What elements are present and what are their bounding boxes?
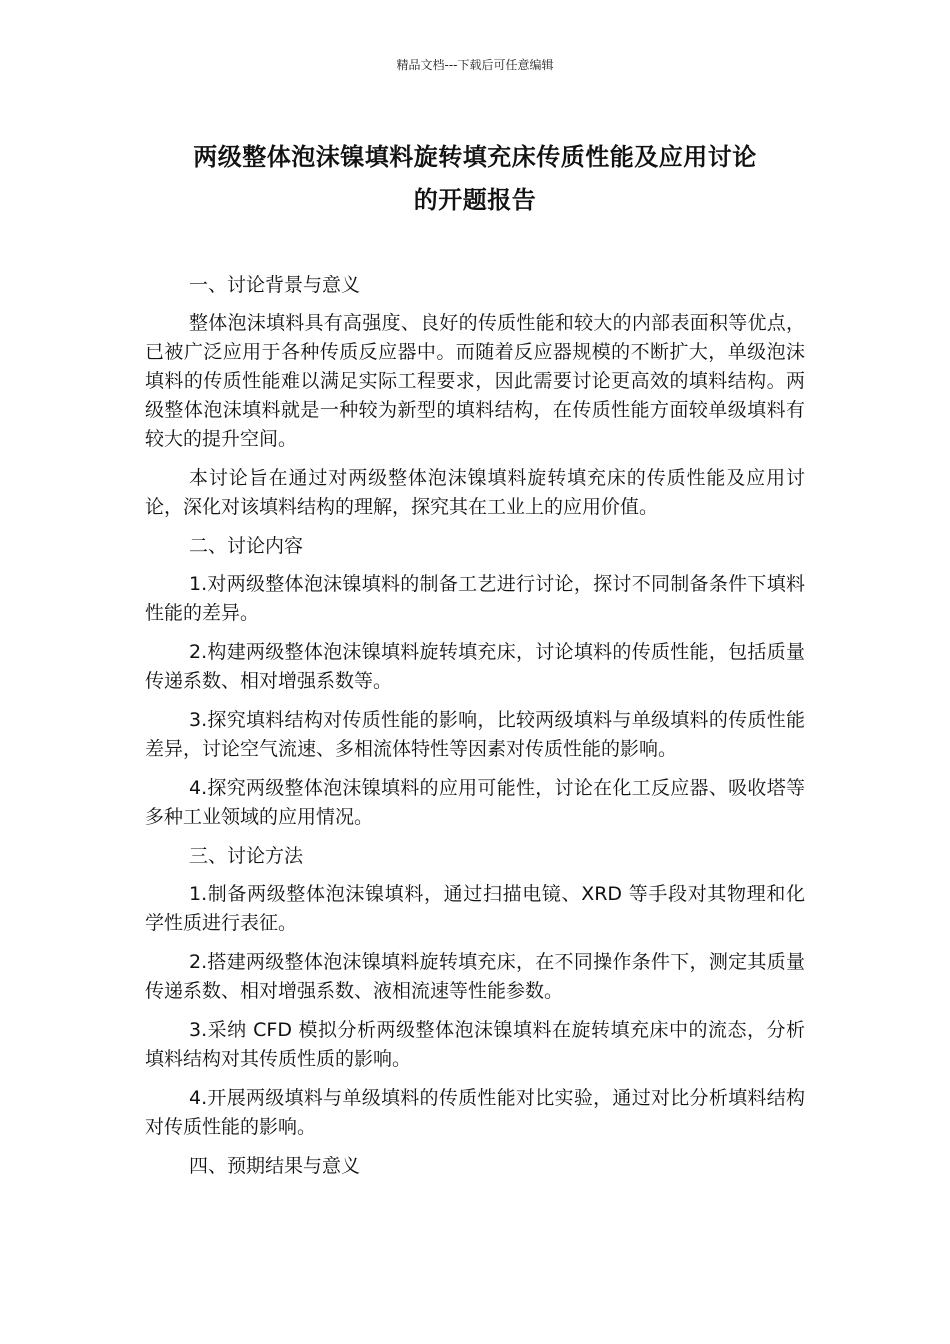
method-item-3: 3.采纳 CFD 模拟分析两级整体泡沫镍填料在旋转填充床中的流态，分析填料结构对其传质性质的影响。 [145,1019,805,1070]
section-heading-background: 一、讨论背景与意义 [189,274,361,296]
method-item-2: 2.搭建两级整体泡沫镍填料旋转填充床，在不同操作条件下，测定其质量传递系数、相对增强系数、液相流速等性能参数。 [145,951,805,1002]
method-item-4: 4.开展两级填料与单级填料的传质性能对比实验，通过对比分析填料结构对传质性能的影响。 [145,1087,805,1138]
content-item-2: 2.构建两级整体泡沫镍填料旋转填充床，讨论填料的传质性能，包括质量传递系数、相对增强系数等。 [145,641,805,692]
section-heading-expected-results: 四、预期结果与意义 [189,1155,361,1177]
content-item-4: 4.探究两级整体泡沫镍填料的应用可能性，讨论在化工反应器、吸收塔等多种工业领域的应用情况。 [145,777,805,828]
content-item-3: 3.探究填料结构对传质性能的影响，比较两级填料与单级填料的传质性能差异，讨论空气流速、多相流体特性等因素对传质性能的影响。 [145,709,805,760]
background-paragraph-2: 本讨论旨在通过对两级整体泡沫镍填料旋转填充床的传质性能及应用讨论，深化对该填料结构的理解，探究其在工业上的应用价值。 [145,467,805,518]
title-line-1: 两级整体泡沫镍填料旋转填充床传质性能及应用讨论 [193,143,757,171]
content-item-1: 1.对两级整体泡沫镍填料的制备工艺进行讨论，探讨不同制备条件下填料性能的差异。 [145,573,805,624]
method-item-1: 1.制备两级整体泡沫镍填料，通过扫描电镜、XRD 等手段对其物理和化学性质进行表征。 [145,883,805,934]
document-title [145,136,805,222]
section-heading-content: 二、讨论内容 [189,535,304,557]
background-paragraph-1: 整体泡沫填料具有高强度、良好的传质性能和较大的内部表面积等优点，已被广泛应用于各种传质反应器中。而随着反应器规模的不断扩大，单级泡沫填料的传质性能难以满足实际工程要求，因此需要讨论更高效的填料结构。两级整体泡沫填料就是一种较为新型的填料结构，在传质性能方面较单级填料有较大的提升空间。 [145,312,805,450]
header-note: 精品文档---下载后可任意编辑 [396,58,554,72]
title-line-2: 的开题报告 [413,186,537,214]
section-heading-methods: 三、讨论方法 [189,845,304,867]
document-body [145,271,805,1190]
